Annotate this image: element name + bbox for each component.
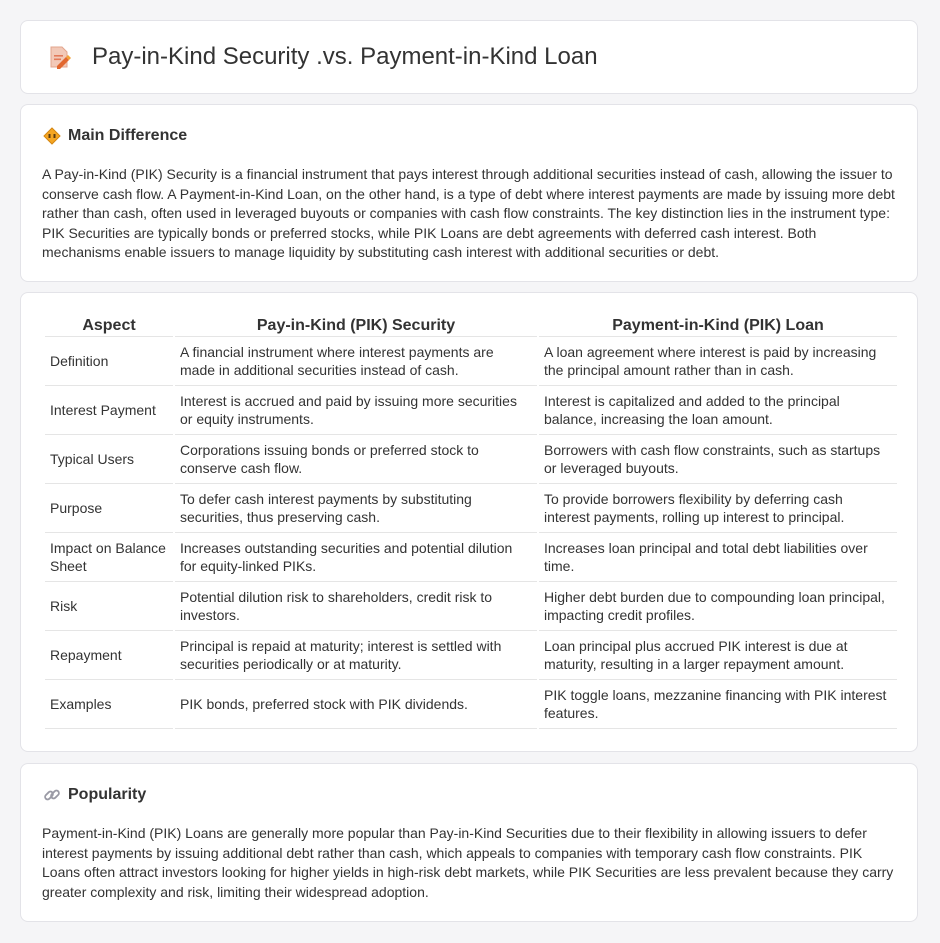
loan-cell: Increases loan principal and total debt liabilities over time. — [539, 533, 897, 582]
table-header-row — [45, 313, 897, 337]
loan-cell: PIK toggle loans, mezzanine financing with PIK interest features. — [539, 680, 897, 729]
title-card — [20, 20, 918, 94]
main-difference-text: A Pay-in-Kind (PIK) Security is a financial instrument that pays interest through additional securities instead of cash, allowing the issuer to conserve cash flow. A Payment-in-Kind Loan, on the other hand, is a type of debt where interest payments are made by issuing more debt rather than cash, often used in leveraged buyouts or companies with cash flow constraints. The key distinction lies in the instrument type: PIK Securities are typically bonds or preferred stocks, while PIK Loans are debt agreements with deferred cash interest. Both mechanisms enable issuers to manage liquidity by substituting cash interest with additional securities or debt. — [42, 166, 895, 261]
security-cell: Corporations issuing bonds or preferred stock to conserve cash flow. — [175, 435, 537, 484]
header-aspect: Aspect — [45, 313, 173, 337]
popularity-card — [20, 763, 918, 922]
table-row — [45, 337, 897, 386]
header-pik-loan: Payment-in-Kind (PIK) Loan — [539, 313, 897, 337]
aspect-cell: Purpose — [45, 484, 173, 533]
security-cell: Increases outstanding securities and potential dilution for equity-linked PIKs. — [175, 533, 537, 582]
title-row — [46, 43, 598, 71]
security-cell: A financial instrument where interest payments are made in additional securities instead of cash. — [175, 337, 537, 386]
document-edit-icon — [46, 44, 72, 70]
link-icon — [43, 786, 61, 804]
security-cell: Principal is repaid at maturity; interest is settled with securities periodically or at maturity. — [175, 631, 537, 680]
loan-cell: Borrowers with cash flow constraints, such as startups or leveraged buyouts. — [539, 435, 897, 484]
table-row — [45, 386, 897, 435]
aspect-cell: Risk — [45, 582, 173, 631]
comparison-table — [43, 313, 899, 729]
table-row — [45, 484, 897, 533]
table-row — [45, 680, 897, 729]
table-row — [45, 582, 897, 631]
loan-cell: To provide borrowers flexibility by deferring cash interest payments, rolling up interest to principal. — [539, 484, 897, 533]
popularity-header — [43, 786, 146, 804]
aspect-cell: Typical Users — [45, 435, 173, 484]
main-difference-title: Main Difference — [68, 127, 188, 144]
comparison-card — [20, 292, 918, 752]
aspect-cell: Repayment — [45, 631, 173, 680]
security-cell: PIK bonds, preferred stock with PIK dividends. — [175, 680, 537, 729]
aspect-cell: Definition — [45, 337, 173, 386]
diamond-sign-icon — [43, 127, 61, 145]
loan-cell: A loan agreement where interest is paid by increasing the principal amount rather than in cash. — [539, 337, 897, 386]
aspect-cell: Examples — [45, 680, 173, 729]
page-title: Pay-in-Kind Security .vs. Payment-in-Kind Loan — [92, 43, 598, 70]
table-row — [45, 631, 897, 680]
security-cell: To defer cash interest payments by substituting securities, thus preserving cash. — [175, 484, 537, 533]
loan-cell: Higher debt burden due to compounding loan principal, impacting credit profiles. — [539, 582, 897, 631]
loan-cell: Loan principal plus accrued PIK interest is due at maturity, resulting in a larger repayment amount. — [539, 631, 897, 680]
security-cell: Interest is accrued and paid by issuing more securities or equity instruments. — [175, 386, 537, 435]
table-row — [45, 435, 897, 484]
header-pik-security: Pay-in-Kind (PIK) Security — [175, 313, 537, 337]
table-row — [45, 533, 897, 582]
main-difference-card — [20, 104, 918, 282]
security-cell: Potential dilution risk to shareholders, credit risk to investors. — [175, 582, 537, 631]
loan-cell: Interest is capitalized and added to the principal balance, increasing the loan amount. — [539, 386, 897, 435]
aspect-cell: Interest Payment — [45, 386, 173, 435]
aspect-cell: Impact on Balance Sheet — [45, 533, 173, 582]
main-difference-header — [43, 127, 187, 145]
popularity-title: Popularity — [68, 786, 147, 803]
popularity-text: Payment-in-Kind (PIK) Loans are generally more popular than Pay-in-Kind Securities due to their flexibility in allowing issuers to defer interest payments by issuing additional debt rather than cash, which appeals to companies with temporary cash flow constraints. PIK Loans often attract investors looking for higher yields in high-risk debt markets, while PIK Securities are less prevalent because they carry greater complexity and risk, limiting their widespread adoption. — [42, 825, 894, 900]
